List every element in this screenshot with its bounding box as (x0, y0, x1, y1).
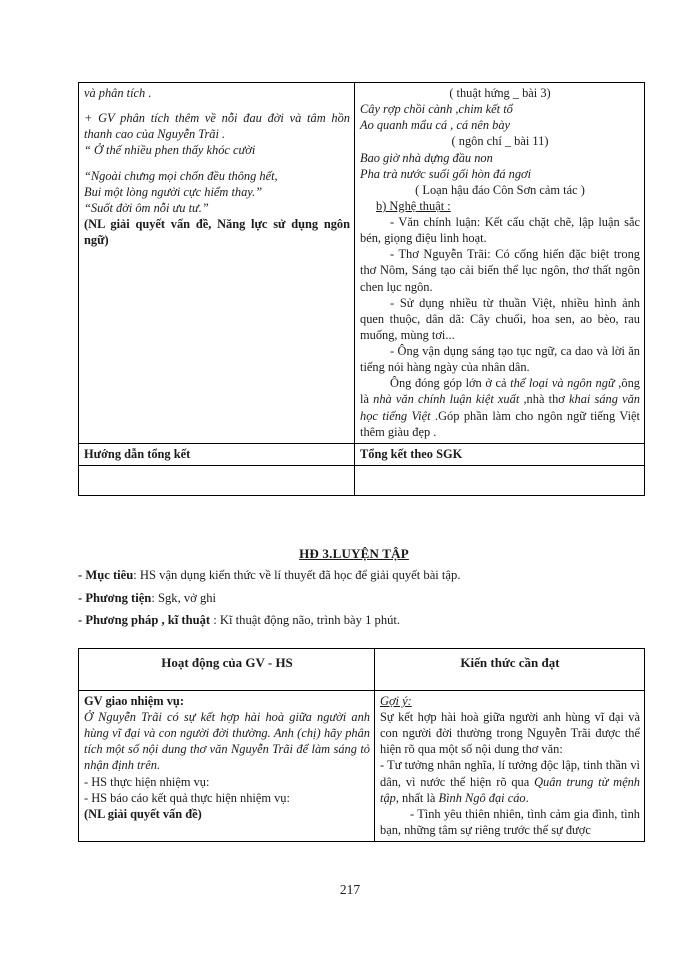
spacer (84, 101, 350, 110)
hint-point-emphasis: Bình Ngô đại cáo (438, 790, 526, 805)
content-line: và phân tích . (84, 86, 152, 100)
conclusion-emphasis: thể loại và ngôn ngữ (510, 376, 615, 391)
column-header-knowledge: Kiến thức cần đạt (375, 649, 645, 691)
table-header-row (79, 649, 645, 691)
practice-section (78, 546, 630, 636)
conclusion-text: .Góp phần làm cho ngôn ngữ tiếng Việt thêm giàu đẹp . (360, 408, 640, 439)
practice-activity-cell (79, 690, 375, 841)
conclusion-paragraph (360, 375, 640, 440)
art-point: - Ông vận dụng sáng tạo tục ngữ, ca dao và lời ăn tiếng nói hàng ngày của nhân dân. (360, 344, 640, 375)
verse-line: Cây rợp chồi cành ,chim kết tổ (360, 102, 513, 117)
conclusion-text: ,ông là (360, 376, 640, 407)
conclusion-emphasis: nhà văn chính luận kiệt xuất (373, 392, 520, 407)
column-header-activity: Hoạt động của GV - HS (79, 649, 375, 691)
content-line: Bui một lòng người cực hiểm thay.” (84, 184, 263, 199)
table-row (79, 83, 645, 444)
page-number: 217 (339, 882, 361, 897)
practice-section-title (78, 546, 630, 562)
task-step: - HS báo cáo kết quả thực hiện nhiệm vụ: (84, 790, 290, 805)
practice-method-label: - Phương pháp , kĩ thuật (78, 613, 211, 628)
hint-point (380, 757, 640, 805)
practice-activity-table (78, 648, 645, 842)
summary-knowledge-cell: Tổng kết theo SGK (355, 443, 645, 465)
teacher-activity-cell (79, 83, 355, 444)
subsection-heading-b: b) Nghệ thuật : (376, 198, 451, 213)
content-line: + GV phân tích thêm về nỗi đau đời và tâm hồn thanh cao của Nguyễn Trãi . (84, 111, 350, 142)
practice-means-sep: : (151, 590, 158, 605)
conclusion-text: ,nhà thơ (519, 392, 569, 407)
required-knowledge-cell (355, 83, 645, 444)
practice-objective-sep: : (133, 568, 140, 582)
practice-means-label: - Phương tiện (78, 590, 152, 605)
spacer (84, 159, 350, 168)
content-line: “Suốt đời ôm nỗi ưu tư.” (84, 200, 209, 215)
hint-intro: Sự kết hợp hài hoà giữa người anh hùng vĩ đại và con người đời thường trong Nguyễn Trãi được thể hiện rõ qua một số nội dung thơ văn: (380, 710, 640, 757)
practice-means-text: Sgk, vở ghi (157, 590, 217, 605)
citation: ( Loạn hậu đáo Côn Sơn cảm tác ) (415, 182, 585, 197)
hint-point-text: , nhất là (395, 790, 439, 805)
competency-note: (NL giải quyết vấn đề) (84, 806, 202, 821)
summary-guidance-spacer (79, 465, 355, 495)
hint-heading: Gợi ý: (380, 693, 412, 708)
practice-section-title-text: HĐ 3.LUYỆN TẬP (299, 546, 409, 561)
content-line: “Ngoài chưng mọi chốn đều thông hết, (84, 168, 278, 183)
conclusion-text: Ông đóng góp lớn ở cả (390, 376, 511, 391)
art-point: - Sử dụng nhiều từ thuần Việt, nhiều hình ảnh quen thuộc, dân dã: Cây chuối, hoa sen, ao bèo, rau muống, mùng tơi... (360, 295, 640, 342)
art-point: - Thơ Nguyễn Trãi: Có cống hiến đặc biệt trong thơ Nôm, Sáng tạo cải biến thể lục ngôn, thơ thất ngôn chen lục ngôn. (360, 247, 640, 294)
lesson-content-table (78, 82, 645, 496)
verse-line: Ao quanh mẩu cá , cá nên bày (360, 118, 511, 133)
table-row-spacer (79, 465, 645, 495)
verse-line: Bao giờ nhà dựng đầu non (360, 150, 493, 165)
hint-point-text: - Tư tưởng nhân nghĩa, lí tưởng độc lập, tinh thần vì dân, vì nước thể hiện rõ qua (380, 758, 640, 789)
practice-objective-text: HS vận dụng kiến thức về lí thuyết đã học để giải quyết bài tập. (139, 568, 461, 582)
table-row (79, 690, 645, 841)
practice-objective-line (78, 568, 630, 584)
content-line: “ Ở thế nhiều phen thấy khóc cười (84, 143, 256, 158)
summary-knowledge-spacer (355, 465, 645, 495)
task-step: - HS thực hiện nhiệm vụ: (84, 774, 210, 789)
summary-guidance-cell: Hướng dẫn tổng kết (79, 443, 355, 465)
practice-means-line (78, 591, 630, 607)
hint-point-emphasis: Quân trung từ mệnh tập (380, 774, 640, 805)
hint-point: - Tình yêu thiên nhiên, tình cảm gia đình, tình bạn, những tâm sự riêng trước thế sự được (380, 806, 640, 837)
practice-method-text: Kĩ thuật động não, trình bày 1 phút. (219, 613, 401, 628)
table-row (79, 443, 645, 465)
art-point: - Văn chính luận: Kết cấu chặt chẽ, lập luận sắc bén, giọng điệu linh hoạt. (360, 215, 640, 246)
competency-note: (NL giải quyết vấn đề, Năng lực sử dụng ngôn ngữ) (84, 216, 350, 247)
practice-method-sep: : (210, 613, 220, 628)
verse-line: Pha trà nước suối gối hòn đá ngơi (360, 166, 532, 181)
citation: ( ngôn chí _ bài 11) (451, 134, 549, 149)
task-heading: GV giao nhiệm vụ: (84, 693, 184, 708)
conclusion-emphasis: khai sáng văn học tiếng Việt (360, 392, 640, 423)
citation: ( thuật hứng _ bài 3) (449, 86, 551, 100)
hint-point-text: . (525, 790, 529, 805)
task-text: Ở Nguyễn Trãi có sự kết hợp hài hoà giữa người anh hùng vĩ đại và con người đời thường. Anh (chị) hãy phân tích một số nội dung thơ văn Nguyễn Trãi để làm sáng tỏ nhận định trên. (84, 710, 370, 773)
practice-knowledge-cell (375, 690, 645, 841)
practice-method-line (78, 613, 630, 629)
practice-objective-label: - Mục tiêu (78, 568, 134, 582)
